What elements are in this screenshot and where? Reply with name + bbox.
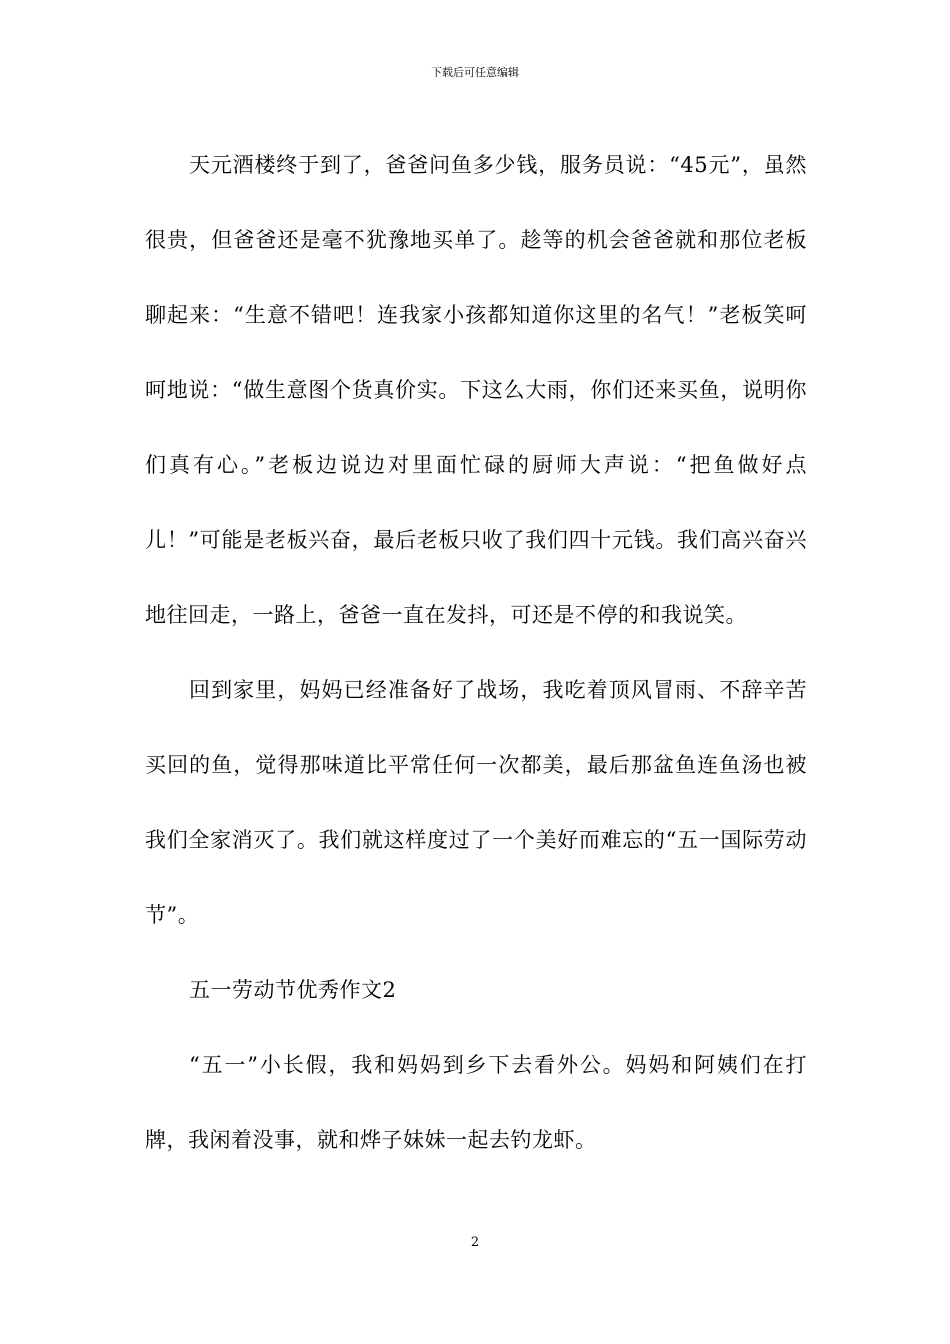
paragraph-home: 回到家里，妈妈已经准备好了战场，我吃着顶风冒雨、不辞辛苦买回的鱼，觉得那味道比平常任何一次都美，最后那盆鱼连鱼汤也被我们全家消灭了。我们就这样度过了一个美好而难忘的“五一国际劳动节”。	[145, 678, 807, 927]
page-number: 2	[470, 1235, 480, 1250]
document-body	[145, 128, 807, 1178]
paragraph-restaurant: 天元酒楼终于到了，爸爸问鱼多少钱，服务员说：“45元”，虽然很贵，但爸爸还是毫不犹豫地买单了。趁等的机会爸爸就和那位老板聊起来：“生意不错吧！连我家小孩都知道你这里的名气！”老板笑呵呵地说：“做生意图个货真价实。下这么大雨，你们还来买鱼，说明你们真有心。”老板边说边对里面忙碌的厨师大声说：“把鱼做好点儿！”可能是老板兴奋，最后老板只收了我们四十元钱。我们高兴奋兴地往回走，一路上，爸爸一直在发抖，可还是不停的和我说笑。	[145, 153, 807, 627]
paragraph-countryside: “五一”小长假，我和妈妈到乡下去看外公。妈妈和阿姨们在打牌，我闲着没事，就和烨子妹妹一起去钓龙虾。	[145, 1053, 807, 1152]
essay-title: 五一劳动节优秀作文2	[189, 978, 397, 1002]
page-header: 下载后可任意编辑	[431, 66, 519, 79]
